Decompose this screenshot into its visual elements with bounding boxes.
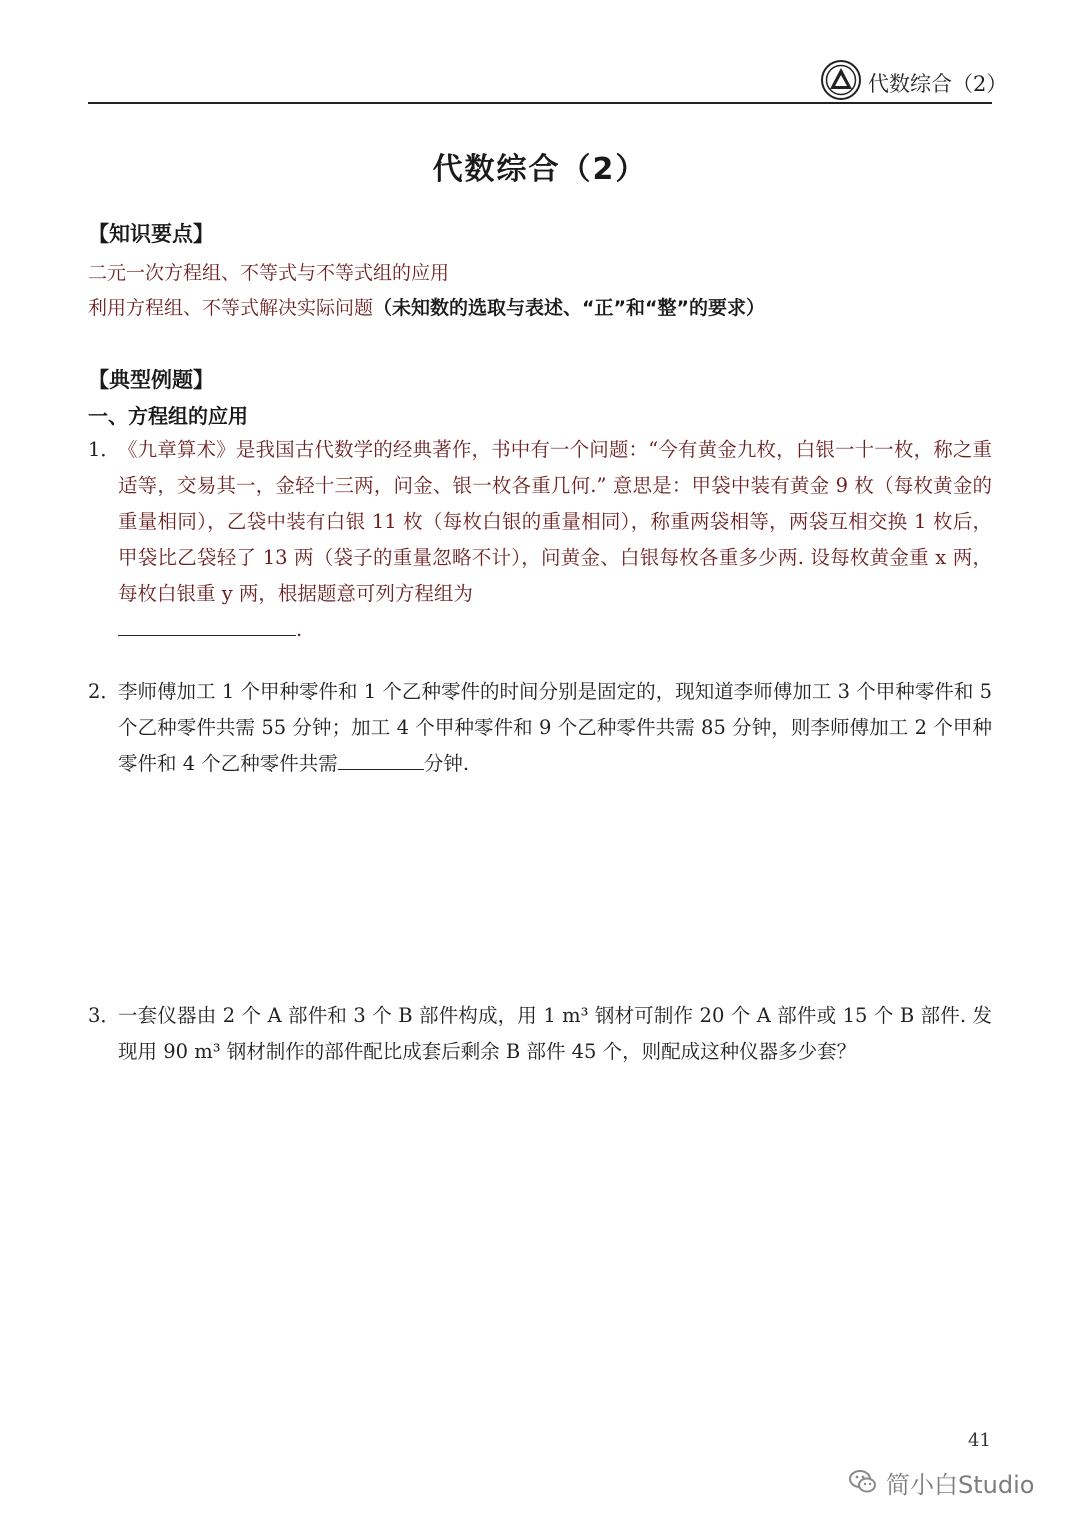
answer-blank[interactable] [118,613,296,636]
answer-blank[interactable] [338,747,424,770]
section-heading-equations: 一、方程组的应用 [88,404,248,428]
problem-tail: 分钟. [423,752,470,775]
problem-text: 一套仪器由 2 个 A 部件和 3 个 B 部件构成，用 1 m³ 钢材可制作 20 个 A 部件或 15 个 B 部件. 发现用 90 m³ 钢材制作的部件配比成套后剩余 B 部件 45 个，则配成这种仪器多少套？ [118,1004,992,1063]
problem-text: 李师傅加工 1 个甲种零件和 1 个乙种零件的时间分别是固定的，现知道李师傅加工 3 个甲种零件和 5 个乙种零件共需 55 分钟；加工 4 个甲种零件和 9 个乙种零件共需 85 分钟，则李师傅加工 2 个甲种零件和 4 个乙种零件共需 [118,680,992,775]
knowledge-point-1: 二元一次方程组、不等式与不等式组的应用 [88,262,450,284]
problem-1 [88,432,992,648]
problem-2-text [118,674,992,782]
knowledge-point-2 [88,293,765,320]
knowledge-point-2-emphasis: （未知数的选取与表述、“正”和“整”的要求） [373,297,765,319]
problem-text: 《九章算术》是我国古代数学的经典著作，书中有一个问题：“今有黄金九枚，白银一十一枚，称之重适等，交易其一，金轻十三两，问金、银一枚各重几何.” 意思是：甲袋中装有黄金 9 枚（每枚黄金的重量相同），乙袋中装有白银 11 枚（每枚白银的重量相同），称重两袋相等，两袋互相交换 1 枚后，甲袋比乙袋轻了 13 两（袋子的重量忽略不计），问黄金、白银每枚各重多少两. 设每枚黄金重 x 两，每枚白银重 y 两，根据题意可列方程组为 [118,438,992,605]
knowledge-point-2-text: 利用方程组、不等式解决实际问题 [88,297,374,319]
problem-1-text [118,432,992,648]
problem-2 [88,674,992,782]
watermark [848,1462,1058,1502]
wechat-icon [848,1467,878,1497]
school-emblem-icon [821,60,861,100]
running-header-title: 代数综合（2） [868,72,1008,96]
problem-3-text [118,998,992,1070]
problem-3 [88,998,992,1070]
problem-number: 2． [88,680,120,703]
problem-tail: . [296,618,303,641]
knowledge-heading: 【知识要点】 [88,222,214,246]
examples-heading: 【典型例题】 [88,368,214,392]
page-title: 代数综合（2） [432,152,648,187]
watermark-text: 简小白Studio [886,1470,1035,1499]
problem-number: 1． [88,438,120,461]
header-divider [88,102,992,104]
problem-number: 3． [88,1004,120,1027]
page-number: 41 [968,1430,991,1451]
